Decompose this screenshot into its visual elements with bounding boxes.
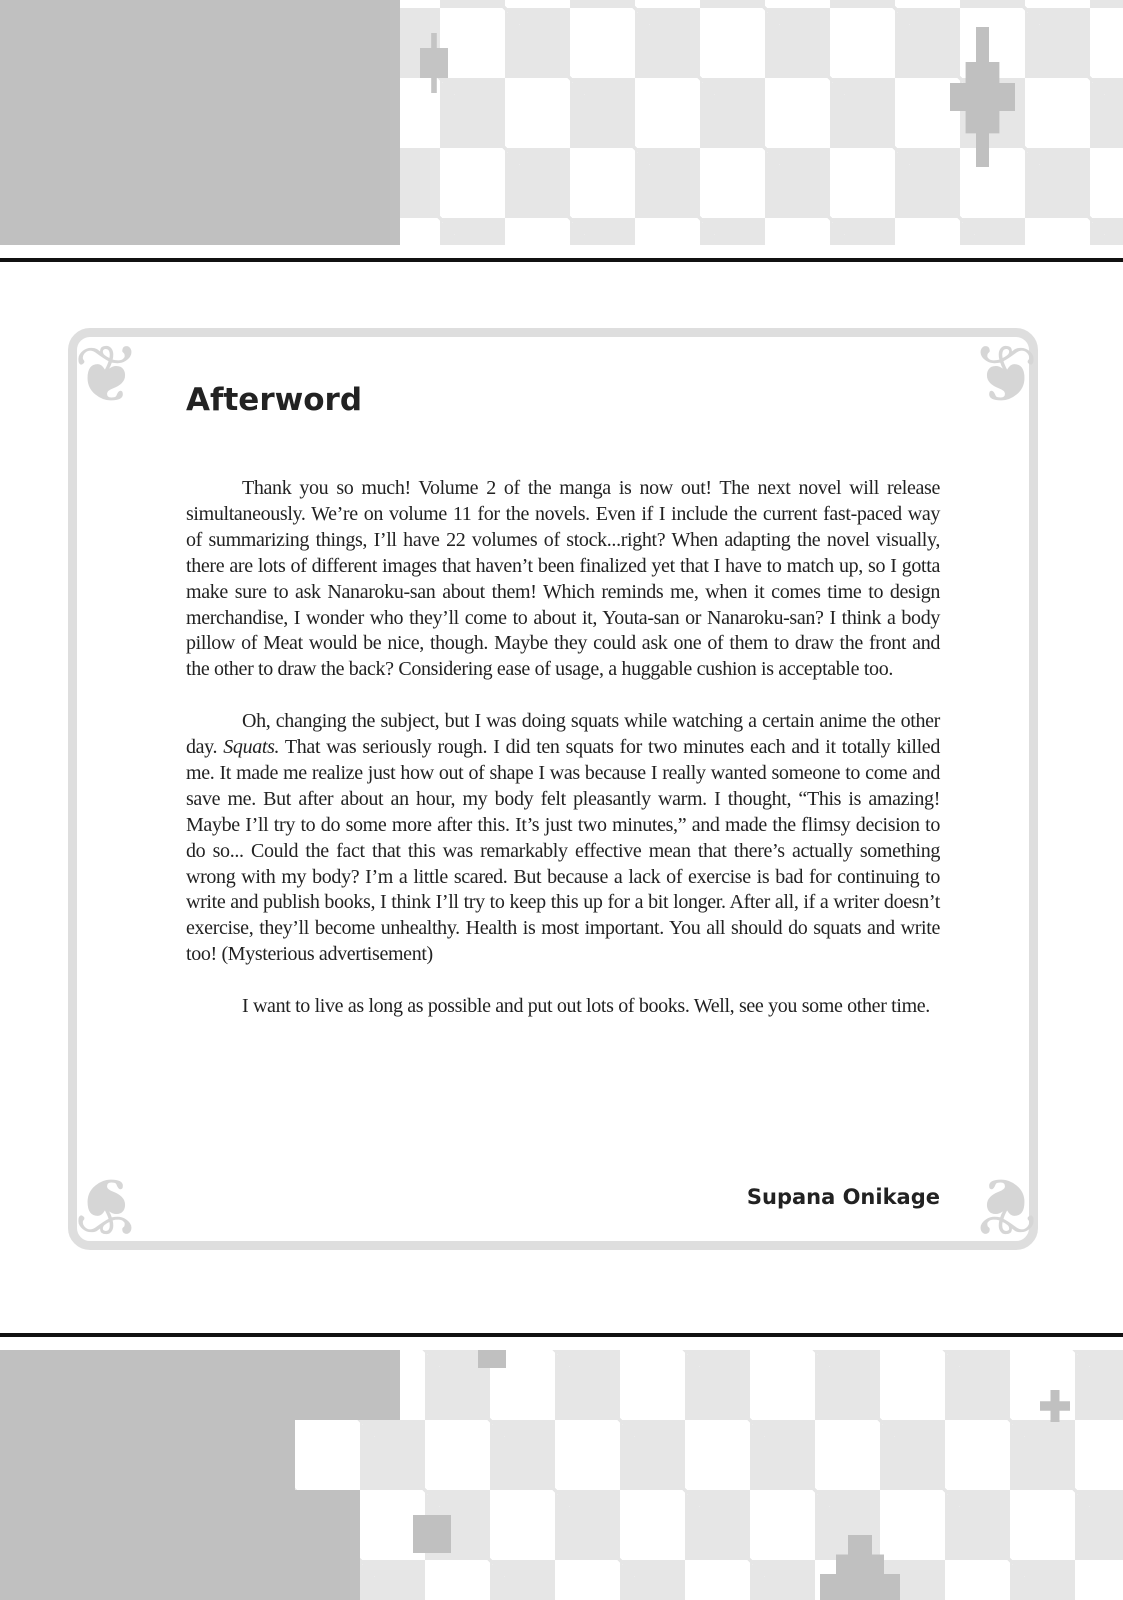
sparkle-icon <box>1040 1390 1070 1422</box>
corner-ornament-icon: ❦ <box>971 1159 1039 1252</box>
gray-block <box>0 1420 295 1600</box>
sparkle-icon <box>820 1535 900 1600</box>
checker-footer-decoration <box>0 1350 1123 1600</box>
paragraph: Thank you so much! Volume 2 of the manga is now out! The next novel will release simultaneously. We’re on volume 11 for the novels. Even if I include the current fast-paced way of summarizing things, I’ll have 22 volumes of stock...right? When adapting the novel visually, there are lots of different images that haven’t been finalized yet that I have to match up, so I gotta make sure to ask Nanaroku-san about them! Which reminds me, when it comes time to design merchandise, I wonder who they’ll come to about it, Youta-san or Nanaroku-san? I think a body pillow of Meat would be nice, though. Maybe they could ask one of them to draw the front and the other to draw the back? Considering ease of usage, a huggable cushion is acceptable too. <box>186 477 940 681</box>
corner-ornament-icon: ❦ <box>73 328 141 421</box>
gray-block <box>0 0 400 245</box>
author-signature: Supana Onikage <box>746 1185 940 1209</box>
checker-header-decoration <box>0 0 1123 245</box>
afterword-body <box>186 476 940 1046</box>
text-run: That was seriously rough. I did ten squats for two minutes each and it totally killed me. It made me realize just how out of shape I was because I really wanted someone to come and save me. But after about an hour, my body felt pleasantly warm. I thought, “This is amazing! Maybe I’ll try to do some more after this. It’s just two minutes,” and made the flimsy decision to do so... Could the fact that this was remarkably effective mean that there’s actually something wrong with my body? I’m a little scared. But because a lack of exercise is bad for continuing to write and publish books, I think I’ll try to keep this up for a bit longer. After all, if a writer doesn’t exercise, they’ll become unhealthy. Health is most important. You all should do squats and write too! (Mysterious advertisement) <box>186 736 940 966</box>
paragraph: I want to live as long as possible and put out lots of books. Well, see you some other time. <box>242 995 930 1018</box>
gray-block <box>413 1515 451 1553</box>
corner-ornament-icon: ❦ <box>971 328 1039 421</box>
gray-block <box>295 1490 360 1600</box>
sparkle-icon <box>950 27 1015 167</box>
top-rule <box>0 258 1123 262</box>
sparkle-icon <box>420 33 448 93</box>
bottom-rule <box>0 1333 1123 1337</box>
paragraph <box>186 709 940 968</box>
page-title: Afterword <box>186 382 363 418</box>
italic-text: Squats. <box>223 736 280 759</box>
corner-ornament-icon: ❦ <box>73 1159 141 1252</box>
text-run: Oh, changing the subject, but I was doing squats while watching a certain anime the other day. <box>186 710 940 759</box>
gray-block <box>478 1350 506 1368</box>
gray-block <box>0 1350 400 1420</box>
